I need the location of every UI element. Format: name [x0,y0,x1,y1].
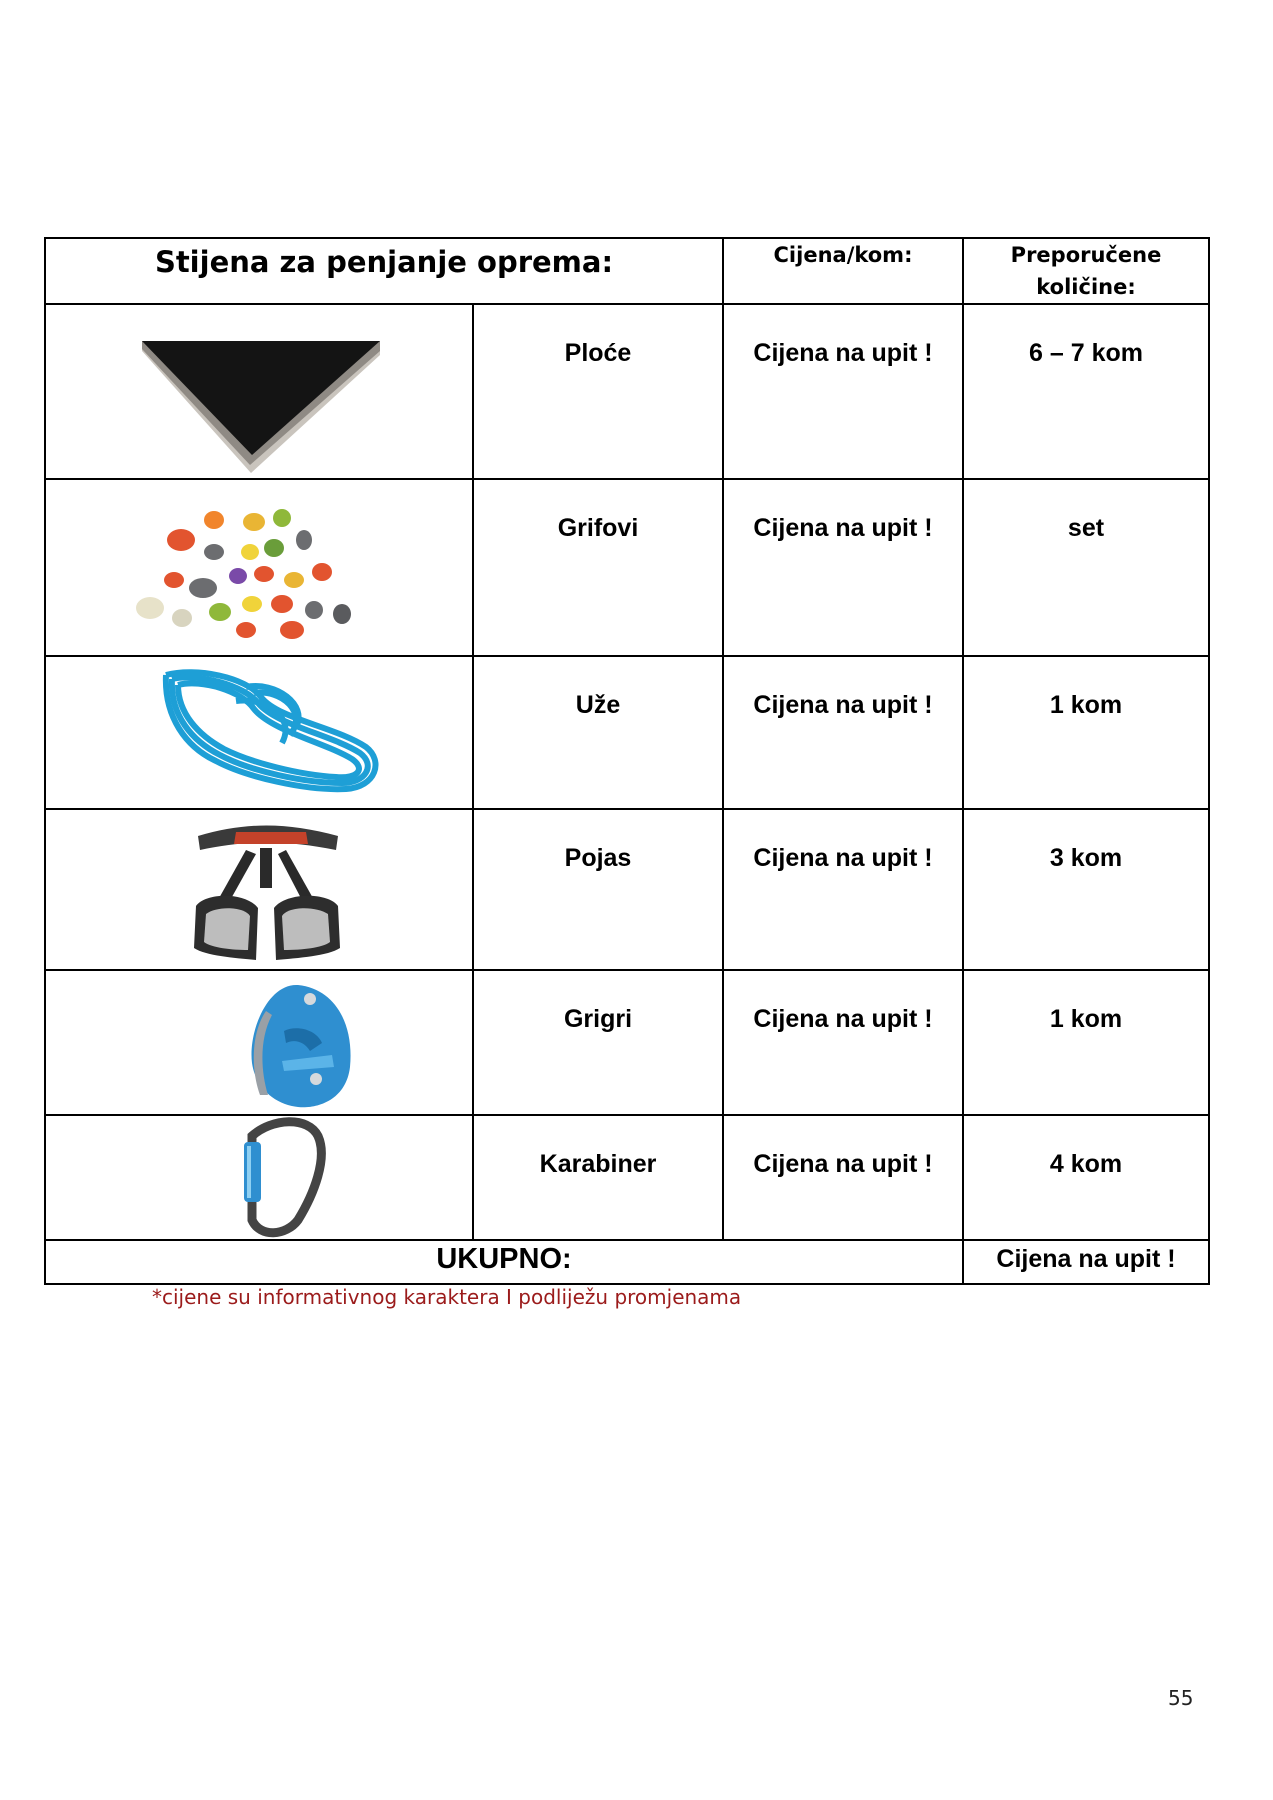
item-name: Karabiner [473,1115,723,1240]
table-row [45,304,1209,479]
item-name: Uže [473,656,723,809]
item-quantity: 6 – 7 kom [963,304,1209,479]
quantity-column-header [963,238,1209,304]
price-column-header: Cijena/kom: [723,238,963,304]
item-price: Cijena na upit ! [723,479,963,656]
item-price: Cijena na upit ! [723,304,963,479]
table-row [45,809,1209,970]
table-title: Stijena za penjanje oprema: [45,238,723,304]
item-name: Grigri [473,970,723,1115]
quantity-header-line2: količine: [1036,275,1136,299]
table-row [45,1115,1209,1240]
carabiner-image [45,1115,473,1240]
table-row [45,970,1209,1115]
table-row [45,656,1209,809]
total-label: UKUPNO: [45,1240,963,1284]
harness-image [45,809,473,970]
header-row [45,238,1209,304]
rope-image [45,656,473,809]
table-row [45,479,1209,656]
item-price: Cijena na upit ! [723,656,963,809]
page-number: 55 [1168,1686,1194,1710]
item-quantity: 3 kom [963,809,1209,970]
quantity-header-line1: Preporučene [1010,243,1162,267]
item-quantity: 4 kom [963,1115,1209,1240]
total-value: Cijena na upit ! [963,1240,1209,1284]
item-name: Pojas [473,809,723,970]
belay-device-image [45,970,473,1115]
item-quantity: set [963,479,1209,656]
item-price: Cijena na upit ! [723,970,963,1115]
item-quantity: 1 kom [963,656,1209,809]
price-disclaimer: *cijene su informativnog karaktera I podliježu promjenama [152,1285,742,1309]
item-name: Grifovi [473,479,723,656]
board-panel-image [45,304,473,479]
item-price: Cijena na upit ! [723,1115,963,1240]
climbing-holds-image [45,479,473,656]
item-price: Cijena na upit ! [723,809,963,970]
item-name: Ploće [473,304,723,479]
item-quantity: 1 kom [963,970,1209,1115]
total-row [45,1240,1209,1284]
equipment-table [44,237,1210,1285]
